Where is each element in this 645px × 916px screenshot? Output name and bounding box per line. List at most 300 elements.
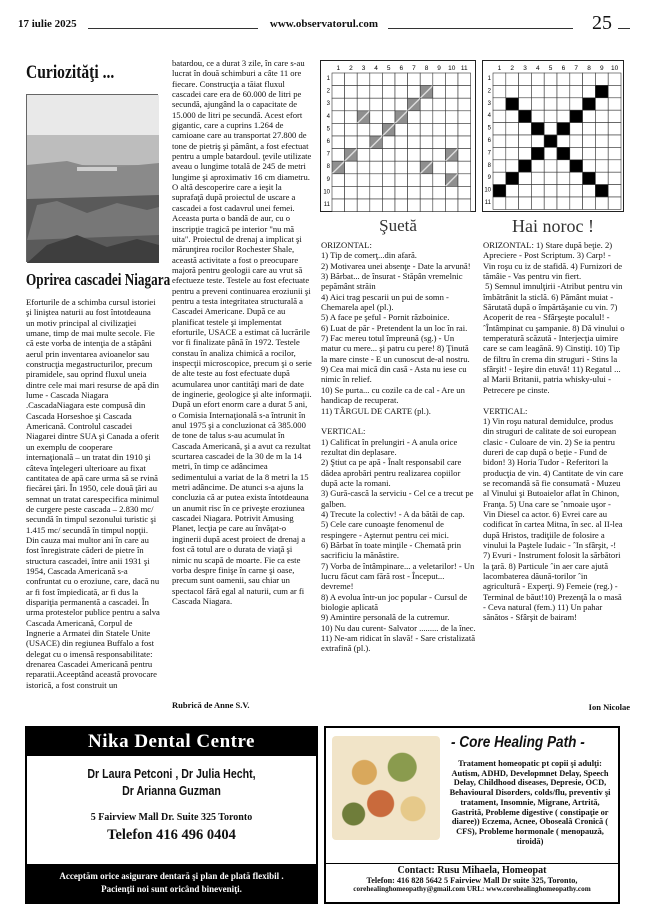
crossword-cell[interactable] bbox=[433, 199, 446, 212]
crossword-cell[interactable] bbox=[370, 199, 383, 212]
row-number: 3 bbox=[487, 100, 491, 107]
crossword-cell[interactable] bbox=[570, 73, 583, 85]
col-number: 4 bbox=[374, 65, 378, 72]
page-header bbox=[18, 14, 630, 38]
healing-ad-contact bbox=[326, 863, 618, 902]
crossword-cell[interactable] bbox=[395, 149, 408, 162]
crossword-cell[interactable] bbox=[493, 85, 506, 97]
crossword-cell[interactable] bbox=[395, 161, 408, 174]
crossword-cell[interactable] bbox=[544, 123, 557, 135]
crossword-cell[interactable] bbox=[519, 98, 532, 110]
crossword-cell[interactable] bbox=[608, 85, 621, 97]
crossword-cell[interactable] bbox=[408, 149, 421, 162]
crossword-cell[interactable] bbox=[570, 135, 583, 147]
crossword-cell[interactable] bbox=[370, 98, 383, 111]
crossword-cell[interactable] bbox=[382, 199, 395, 212]
article-column-1 bbox=[26, 297, 161, 710]
col-number: 7 bbox=[574, 65, 579, 72]
crossword-cell[interactable] bbox=[408, 161, 421, 174]
crossword-cell[interactable] bbox=[357, 174, 370, 187]
col-number: 6 bbox=[399, 65, 404, 72]
crossword-cell[interactable] bbox=[608, 110, 621, 122]
crossword-cell[interactable] bbox=[357, 149, 370, 162]
crossword-cell[interactable] bbox=[382, 111, 395, 124]
contact-email-url[interactable]: corehealinghomeopathy@gmail.com URL: www.corehealinghomeopathy.com bbox=[353, 885, 591, 894]
crossword-cell[interactable] bbox=[382, 98, 395, 111]
crossword-cell[interactable] bbox=[506, 147, 519, 159]
crossword-cell[interactable] bbox=[506, 123, 519, 135]
dental-ad-doctors bbox=[49, 766, 295, 800]
crossword-block-cell bbox=[557, 147, 570, 159]
niagara-photo bbox=[26, 94, 158, 262]
herbs-image bbox=[332, 736, 440, 840]
row-number: 8 bbox=[326, 164, 330, 171]
crossword-cell[interactable] bbox=[557, 135, 570, 147]
crossword-cell[interactable] bbox=[583, 197, 596, 209]
col-number: 5 bbox=[386, 65, 391, 72]
crossword-cell[interactable] bbox=[408, 174, 421, 187]
crossword-cell[interactable] bbox=[544, 73, 557, 85]
crossword-cell[interactable] bbox=[395, 199, 408, 212]
crossword-cell[interactable] bbox=[357, 186, 370, 199]
crossword-cell[interactable] bbox=[420, 98, 433, 111]
col-number: 5 bbox=[548, 65, 553, 72]
crossword-cell[interactable] bbox=[544, 160, 557, 172]
crossword-cell[interactable] bbox=[433, 186, 446, 199]
crossword-cell[interactable] bbox=[395, 174, 408, 187]
crossword-cell[interactable] bbox=[595, 172, 608, 184]
crossword-cell[interactable] bbox=[531, 135, 544, 147]
crossword-cell[interactable] bbox=[608, 160, 621, 172]
crossword-cell[interactable] bbox=[506, 197, 519, 209]
crossword-cell[interactable] bbox=[445, 86, 458, 99]
crossword-cell[interactable] bbox=[345, 98, 358, 111]
contact-phone[interactable]: Telefon: 416 828 5642 5 Fairview Mall Dr suite 325, Toronto, bbox=[366, 875, 578, 885]
crossword-cell[interactable] bbox=[382, 186, 395, 199]
row-number: 6 bbox=[326, 139, 330, 145]
crossword-cell[interactable] bbox=[544, 85, 557, 97]
crossword-cell[interactable] bbox=[458, 98, 471, 111]
crossword-suetata-grid[interactable] bbox=[320, 60, 476, 212]
crossword-cell[interactable] bbox=[433, 174, 446, 187]
crossword-cell[interactable] bbox=[595, 197, 608, 209]
row-number: 5 bbox=[326, 126, 330, 133]
crossword-cell[interactable] bbox=[433, 73, 446, 86]
crossword-cell[interactable] bbox=[583, 110, 596, 122]
article-signature: Rubrică de Anne S.V. bbox=[172, 700, 250, 710]
crossword-cell[interactable] bbox=[608, 135, 621, 147]
crossword-cell[interactable] bbox=[420, 174, 433, 187]
dental-ad-address: 5 Fairview Mall Dr. Suite 325 Toronto bbox=[90, 812, 253, 823]
crossword-cell[interactable] bbox=[332, 149, 345, 162]
row-number: 10 bbox=[323, 189, 330, 196]
crossword-cell[interactable] bbox=[493, 123, 506, 135]
crossword-cell[interactable] bbox=[493, 110, 506, 122]
crossword-cell[interactable] bbox=[332, 174, 345, 187]
col-number: 3 bbox=[523, 65, 527, 72]
issue-date: 17 iulie 2025 bbox=[18, 18, 77, 30]
crossword-cell[interactable] bbox=[420, 111, 433, 124]
crossword-cell[interactable] bbox=[345, 111, 358, 124]
crossword-cell[interactable] bbox=[370, 161, 383, 174]
crossword-cell[interactable] bbox=[345, 174, 358, 187]
crossword-cell[interactable] bbox=[544, 147, 557, 159]
crossword-cell[interactable] bbox=[445, 73, 458, 86]
crossword-block-cell bbox=[570, 110, 583, 122]
crossword-cell[interactable] bbox=[445, 161, 458, 174]
crossword-cell[interactable] bbox=[531, 73, 544, 85]
row-number: 1 bbox=[487, 76, 491, 82]
crossword-cell[interactable] bbox=[395, 73, 408, 86]
row-number: 2 bbox=[487, 88, 491, 95]
crossword-cell[interactable] bbox=[506, 185, 519, 197]
crossword-block-cell bbox=[595, 85, 608, 97]
row-number: 11 bbox=[323, 202, 330, 208]
crossword-1-clues: ORIZONTAL: 1) Tip de comerţ...din afară. 2) Motivarea unei absenţe - Date la arvună! 3) Bărbat... de însurat - Stăpân vremelnic pepământ străin 4) Aici trag pescarii un pui de somn - Chemarela apel (pl.). 5) A face pe şeful - Pornit războinice. 6) Luat de păr - Pretendent la un loc în rai. 7) Fac mereu totul împreună (sg.) - Un matur cu mere... şi patru cu pere! 8) Ţinută la mare cinste - E un cunoscut de-al nostru. 9) Cea mai mică din casă - Asta nu iese cu nimic în relief. 10) Se purta... cu cozile ca de cal - Are un handicap de recuperat. 11) TÂRGUL DE CARTE (pl.). VERTICAL: 1) Calificat în prelungiri - A anula orice rezultat din deplasare. 2) Ştiut ca pe apă - Înalt responsabil care dădea aprobări pentru realizarea copiilor după acte la romani. 3) Gură-cască la serviciu - Cel ce a trecut pe galben. 4) Trecute la colectiv! - A da bătăi de cap. 5) Cele care cunoaşte fenomenul de respingere - Aşternut pentru cei mici. 6) Bărbat în toate minţile - Chemată prin sacrificiu la mănăstire. 7) Vorba de întâmpinare... a veletarilor! - Un lucru făcut cam fără rost - Început... devreme! 8) A evolua într-un joc popular - Cursul de biologie aplicată 9) Amintire personală de la cutremur. 10) Nu dau curent- Salvator ......... de la înec. 11) Ne-am ridicat în slavă! - Sare cristalizată extrafină (pl.). bbox=[321, 240, 476, 654]
crossword-cell[interactable] bbox=[433, 98, 446, 111]
crossword-cell[interactable] bbox=[357, 98, 370, 111]
crossword-cell[interactable] bbox=[595, 110, 608, 122]
crossword-cell[interactable] bbox=[420, 199, 433, 212]
crossword-cell[interactable] bbox=[345, 186, 358, 199]
col-number: 11 bbox=[460, 65, 468, 72]
crossword-cell[interactable] bbox=[608, 123, 621, 135]
crossword-cell[interactable] bbox=[458, 123, 471, 136]
crossword-cell[interactable] bbox=[519, 147, 532, 159]
crossword-cell[interactable] bbox=[493, 172, 506, 184]
crossword-cell[interactable] bbox=[557, 110, 570, 122]
crossword-cell[interactable] bbox=[445, 199, 458, 212]
col-number: 9 bbox=[599, 65, 604, 72]
crossword-cell[interactable] bbox=[595, 73, 608, 85]
crossword-cell[interactable] bbox=[493, 147, 506, 159]
crossword-cell[interactable] bbox=[420, 149, 433, 162]
crossword-cell[interactable] bbox=[370, 186, 383, 199]
crossword-cell[interactable] bbox=[445, 111, 458, 124]
crossword-cell[interactable] bbox=[519, 123, 532, 135]
crossword-hai-noroc-grid[interactable] bbox=[482, 60, 624, 212]
col-number: 7 bbox=[412, 65, 416, 72]
crossword-cell[interactable] bbox=[595, 98, 608, 110]
crossword-cell[interactable] bbox=[493, 98, 506, 110]
article-text-part1: Eforturile de a schimba cursul istoriei şi liniştea naturii au fost întotdeauna un motiv principal al civilizaţiei umane, timp de mai multe secole. Fie că este vorba de intenţia de a stăpâni aerul prin inventarea avioanelor sau construcţia megastructurilor, precum piramidele, sau oprind fluxul uneia dintre cele mai mari resurse de apă din lume - Cascada Niagara .CascadaNiagara este compusă din Cascada Horseshoe şi Cascada Americană. Controlul cascadei Niagarei dintre SUA şi Canada a oferit un exemplu de cooperare internaţională – un tratat din 1910 şi câteva înţelegeri ulterioare au fixat cantitatea de apă care urma să se rvină fiecărei ţări. În 1950, cele două ţări au semnat un tratat carespecifica minimul de curgere peste cascada – 2.830 mc/ secundă în timpul sezonului turistic şi 1.415 mc/ secundă în timpul nopţii. Din cauza mai multor ani în care au fost înregistrate căderi de pietre în structura cascadei, între anii 1931 şi 1954, Cascada Americană s-a confruntat cu o eroziune, care, dacă nu ar fi fost împiedicată, ar fi dus la dispariţia permanentă a cascadei. În urma protestelor publice pentru a salva Cascada Americană, Corpul de Ingnerie a Armatei din Statele Unite (USACE) din regiunea Buffalo a fost delegat cu o imensă responsabilitate: drenarea Cascadei Americană pentru reparatii.Aceeptând această provocare istorică, a fost construit un bbox=[26, 297, 160, 690]
crossword-cell[interactable] bbox=[345, 73, 358, 86]
crossword-cell[interactable] bbox=[382, 149, 395, 162]
col-number: 3 bbox=[361, 65, 366, 72]
crossword-cell[interactable] bbox=[332, 123, 345, 136]
col-number: 1 bbox=[336, 65, 341, 72]
crossword-cell[interactable] bbox=[332, 98, 345, 111]
crossword-cell[interactable] bbox=[595, 135, 608, 147]
crossword-cell[interactable] bbox=[420, 123, 433, 136]
crossword-cell[interactable] bbox=[357, 199, 370, 212]
crossword-cell[interactable] bbox=[608, 172, 621, 184]
dental-ad-phone[interactable]: Telefon 416 496 0404 bbox=[107, 827, 236, 843]
crossword-cell[interactable] bbox=[433, 123, 446, 136]
crossword-cell[interactable] bbox=[557, 73, 570, 85]
crossword-cell[interactable] bbox=[345, 136, 358, 149]
crossword-cell[interactable] bbox=[583, 85, 596, 97]
crossword-cell[interactable] bbox=[458, 174, 471, 187]
crossword-cell[interactable] bbox=[382, 86, 395, 99]
crossword-2-clues: ORIZONTAL: 1) Stare după beţie. 2) Apreciere - Post Scriptum. 3) Carp! - Vin roşu cu iz de stafidă. 4) Furnizori de tămâie - Vas pentru vin fiert. 5) Semnul imnulţirii -Atribut pentru vin îmbătrânit la sticlă. 6) Pământ muiat - Sărutată după o împărtăşanie cu vin. 7) Acoperit de rea - Sfârşeşte pocalul! - ˆÎntâmpinat cu şampanie. 8) Dă vinului o temperatură scăzută - Interjecţia uimire care se cam leagănă. 9) Cinstiţi. 10) Tip de filtru în crema din struguri - Stins la sfârşit! - Ieşire din etuvă! 11) Regatul ... al Marii Britanii, patria whisky-ului - Petrecere pe cinste. VERTICAL: 1) Vin roşu natural demidulce, produs din struguri de calitate de soi european clasic - Culoare de vin. 2) Se ia pentru dureri de cap după o beţie - Fund de bidon! 3) Horia Tudor - Referitori la producţia de vin. 4) Cantitate de vin care se recomandă să fie consumată - Muzeu al Vinului şi Butoaielor aflat în Chinon, Franţa. 5) Una care se ˆnmoaie uşor - Vin Diesel ca actor. 6) Evrei care au codificat în cartea Mitna, în sec. al II-lea după Hristos, tradiţiile de folosire a vinului la Paştele Iudaic - ˆIn sfârşit, -! 7) Evuri - Instrument folosit la sărbători la ţară. 8) Particule ˆin aer care ajută lacombaterea dăună-torilor ˆin agricultură - Experţi. 9) Femeie (reg.) - Terminal de băut!10) Prezenţă la o masă - Ceva natural (fem.) 11) Un pahar sănătos - Sfârşit de bairam! bbox=[483, 240, 625, 623]
crossword-cell[interactable] bbox=[370, 149, 383, 162]
crossword-block-cell bbox=[506, 98, 519, 110]
crossword-cell[interactable] bbox=[608, 147, 621, 159]
article-title-wrap bbox=[26, 270, 171, 290]
crossword-cell[interactable] bbox=[357, 123, 370, 136]
crossword-cell[interactable] bbox=[583, 160, 596, 172]
crossword-cell[interactable] bbox=[408, 186, 421, 199]
crossword-cell[interactable] bbox=[370, 123, 383, 136]
crossword-cell[interactable] bbox=[458, 199, 471, 212]
crossword-cell[interactable] bbox=[357, 161, 370, 174]
crossword-cell[interactable] bbox=[557, 160, 570, 172]
crossword-cell[interactable] bbox=[332, 199, 345, 212]
crossword-cell[interactable] bbox=[570, 98, 583, 110]
crossword-cell[interactable] bbox=[420, 73, 433, 86]
crossword-cell[interactable] bbox=[345, 86, 358, 99]
crossword-cell[interactable] bbox=[595, 160, 608, 172]
crossword-cell[interactable] bbox=[370, 174, 383, 187]
crossword-cell[interactable] bbox=[570, 185, 583, 197]
crossword-block-cell bbox=[557, 123, 570, 135]
footer-line-1: Acceptăm orice asigurare dentară şi plan de plată flexibil . bbox=[59, 871, 284, 881]
crossword-cell[interactable] bbox=[583, 123, 596, 135]
crossword-cell[interactable] bbox=[544, 197, 557, 209]
crossword-cell[interactable] bbox=[445, 186, 458, 199]
crossword-cell[interactable] bbox=[506, 160, 519, 172]
crossword-cell[interactable] bbox=[433, 136, 446, 149]
col-number: 8 bbox=[424, 65, 429, 72]
crossword-cell[interactable] bbox=[395, 123, 408, 136]
section-title: Curiozităţi ... bbox=[26, 62, 115, 83]
crossword-cell[interactable] bbox=[583, 185, 596, 197]
crossword-cell[interactable] bbox=[583, 147, 596, 159]
crossword-cell[interactable] bbox=[458, 86, 471, 99]
healing-ad-body: Tratament homeopatic pt copii şi adulţi: Autism, ADHD, Developmnet Delay, Speech Delay, Childhood diseases, Depresie, OCD, Behavioural Disorders, colds/flu, preventiv şi tratament, Insomnie, Migrane, Artrită, Gastrită, Probleme digestive ( constipaţie or diaree)) Eczema, Acnee, Obosealâ Cronică ( CFS), Probleme hormonale ( menopauză, tiroidă) bbox=[449, 759, 611, 846]
crossword-cell[interactable] bbox=[531, 110, 544, 122]
crossword-cell[interactable] bbox=[544, 185, 557, 197]
col-number: 6 bbox=[561, 65, 566, 72]
crossword-cell[interactable] bbox=[570, 147, 583, 159]
crossword-cell[interactable] bbox=[433, 86, 446, 99]
crossword-cell[interactable] bbox=[557, 185, 570, 197]
crossword-block-cell bbox=[595, 185, 608, 197]
crossword-cell[interactable] bbox=[395, 186, 408, 199]
page-number: 25 bbox=[592, 12, 612, 34]
healing-ad[interactable] bbox=[324, 726, 620, 904]
crossword-cell[interactable] bbox=[408, 86, 421, 99]
crossword-cell[interactable] bbox=[557, 197, 570, 209]
row-number: 4 bbox=[326, 113, 330, 120]
crossword-cell[interactable] bbox=[544, 98, 557, 110]
crossword-cell[interactable] bbox=[493, 135, 506, 147]
col-number: 10 bbox=[610, 65, 619, 72]
crossword-cell[interactable] bbox=[458, 161, 471, 174]
site-url[interactable]: www.observatorul.com bbox=[269, 18, 379, 30]
row-number: 9 bbox=[326, 176, 330, 183]
col-number: 10 bbox=[448, 65, 456, 72]
col-number: 8 bbox=[587, 65, 591, 72]
row-number: 4 bbox=[487, 113, 491, 120]
crossword-cell[interactable] bbox=[445, 123, 458, 136]
crossword-cell[interactable] bbox=[332, 186, 345, 199]
crossword-cell[interactable] bbox=[458, 73, 471, 86]
crossword-1-svg bbox=[321, 61, 475, 211]
crossword-cell[interactable] bbox=[595, 123, 608, 135]
row-number: 6 bbox=[487, 138, 491, 144]
row-number: 3 bbox=[326, 101, 330, 108]
crossword-cell[interactable] bbox=[357, 136, 370, 149]
crossword-cell[interactable] bbox=[608, 197, 621, 209]
crossword-cell[interactable] bbox=[493, 73, 506, 85]
crossword-cell[interactable] bbox=[332, 136, 345, 149]
row-number: 5 bbox=[487, 125, 491, 132]
article-text-part2: batardou, ce a durat 3 zile, în care s-au lucrat în două schimburi a câte 11 ore fiecare. Construcţia a tăiat fluxul cascadei care era de 60.000 de litri pe secundă, ajungând la o capacitate de 15.000 de litri pe secundă. Acest efort gigantic, care a cuprins 1.264 de camioane care au transportat 27.800 de tone de pietriş şi pământ, a fost efectuat pentru a umple batardoul. ţevile utilizate aveau o lungime totală de 245 de metri lungime şi aproximativ 16 cm diametru. O altă descoperire care a ieşit la suprafaţă după proiectul de uscare a cascadei a fost cadavrul unei femei. Aceasta purta o bandă de aur, cu o inscripţie tragică pe interior "nu mă uita". Proiectul de drenaj a implicat şi mărunţirea rocilor Rochester Shale, această activitate a fost o preocupare majoră pentru geologii care au vrut să efectueze teste. Testele au fost efectuate pentru a preveni continuarea eroziunii şi pentru a testa integritatea structurală a Cascadei Americane. După ce au planificat testele şi implementat eforturile, USACE a estimat că lucrările vor fi finalizate până în 1972. Testele constau în analiza chimică a rocilor, inspecţii microscopice, precum şi o serie de alte teste au fost efectuate după acumularea unor cantităţi mari de date de inginerie, geologice şi alte informaţii. După un efort enorm care a durat 5 ani, o Comisia Internaţională s-a întrunit în anul 1975 şi a concluzionat că 385.000 de tone de talus s-au acumulat în Cascada Americană, şi a avut ca rezultat scurtarea cascadei de la 30 de m la 14 metri, în timp ce adâncimea sedimentului a variat de la 8 metri la 15 metri adâncime. De atunci s-a ajuns la concluzia că ar putea exista întotdeauna un anumit risc în ce priveşte eroziunea cascadei Niagara. Potrivit Amusing Planet, lecţia pe care au învăţat-o inginerii după acest proiect de drenaj a fost că totul are o durata de viaţă şi nimic nu scapă de moarte. Fie ca este vorba despre finişe în carne şi oase, precum sunt oamenii, sau chiar un spectacol fără egal al naturii, cum ar fi Cascada Niagara. bbox=[172, 58, 312, 606]
crossword-cell[interactable] bbox=[570, 85, 583, 97]
crossword-cell[interactable] bbox=[506, 85, 519, 97]
contact-name: Contact: Rusu Mihaela, Homeopat bbox=[397, 865, 547, 876]
crossword-cell[interactable] bbox=[433, 111, 446, 124]
crossword-block-cell bbox=[493, 185, 506, 197]
crossword-block-cell bbox=[544, 135, 557, 147]
crossword-cell[interactable] bbox=[506, 135, 519, 147]
crossword-cell[interactable] bbox=[370, 73, 383, 86]
crossword-cell[interactable] bbox=[506, 73, 519, 85]
crossword-cell[interactable] bbox=[395, 86, 408, 99]
row-number: 7 bbox=[326, 151, 330, 158]
crossword-cell[interactable] bbox=[458, 149, 471, 162]
crossword-cell[interactable] bbox=[583, 73, 596, 85]
row-number: 10 bbox=[484, 187, 491, 194]
crossword-cell[interactable] bbox=[493, 197, 506, 209]
crossword-cell[interactable] bbox=[557, 98, 570, 110]
crossword-cell[interactable] bbox=[408, 111, 421, 124]
doctors-line-1: Dr Laura Petconi , Dr Julia Hecht, bbox=[87, 767, 256, 781]
crossword-cell[interactable] bbox=[544, 172, 557, 184]
crossword-cell[interactable] bbox=[370, 86, 383, 99]
section-title-wrap bbox=[26, 62, 161, 84]
crossword-cell[interactable] bbox=[395, 98, 408, 111]
crossword-cell[interactable] bbox=[519, 197, 532, 209]
crossword-cell[interactable] bbox=[557, 85, 570, 97]
crossword-cell[interactable] bbox=[433, 161, 446, 174]
crossword-cell[interactable] bbox=[357, 73, 370, 86]
crossword-cell[interactable] bbox=[357, 86, 370, 99]
crossword-cell[interactable] bbox=[345, 199, 358, 212]
dental-ad[interactable] bbox=[25, 726, 318, 904]
crossword-cell[interactable] bbox=[570, 172, 583, 184]
crossword-cell[interactable] bbox=[519, 85, 532, 97]
crossword-cell[interactable] bbox=[382, 174, 395, 187]
crossword-cell[interactable] bbox=[408, 199, 421, 212]
crossword-cell[interactable] bbox=[608, 73, 621, 85]
crossword-cell[interactable] bbox=[531, 172, 544, 184]
crossword-cell[interactable] bbox=[519, 172, 532, 184]
dental-ad-footer bbox=[27, 864, 316, 902]
row-number: 7 bbox=[487, 150, 491, 157]
waterfall-illustration bbox=[27, 95, 159, 263]
crossword-cell[interactable] bbox=[570, 123, 583, 135]
crossword-cell[interactable] bbox=[445, 136, 458, 149]
crossword-cell[interactable] bbox=[332, 73, 345, 86]
col-number: 2 bbox=[349, 65, 353, 72]
article-column-2 bbox=[172, 58, 312, 693]
row-number: 11 bbox=[484, 200, 491, 206]
crossword-cell[interactable] bbox=[557, 172, 570, 184]
crossword-cell[interactable] bbox=[519, 135, 532, 147]
crossword-block-cell bbox=[519, 160, 532, 172]
col-number: 9 bbox=[437, 65, 441, 72]
crossword-1-title: Şuetă bbox=[379, 216, 417, 235]
article-title: Oprirea cascadei Niagara bbox=[26, 270, 171, 289]
crossword-cell[interactable] bbox=[420, 136, 433, 149]
row-number: 8 bbox=[487, 162, 491, 169]
crossword-cell[interactable] bbox=[445, 98, 458, 111]
crossword-cell[interactable] bbox=[519, 73, 532, 85]
crossword-cell[interactable] bbox=[345, 123, 358, 136]
crossword-cell[interactable] bbox=[420, 186, 433, 199]
crossword-cell[interactable] bbox=[583, 135, 596, 147]
crossword-cell[interactable] bbox=[531, 160, 544, 172]
crossword-cell[interactable] bbox=[370, 111, 383, 124]
crossword-block-cell bbox=[570, 160, 583, 172]
crossword-cell[interactable] bbox=[531, 185, 544, 197]
crossword-cell[interactable] bbox=[458, 136, 471, 149]
col-number: 4 bbox=[535, 65, 540, 72]
footer-line-2: Pacienţii noi sunt oricând bineveniţi. bbox=[101, 883, 242, 894]
crossword-cell[interactable] bbox=[570, 197, 583, 209]
col-number: 1 bbox=[497, 65, 502, 72]
crossword-block-cell bbox=[531, 147, 544, 159]
crossword-cell[interactable] bbox=[408, 73, 421, 86]
row-number: 2 bbox=[326, 88, 330, 95]
crossword-block-cell bbox=[583, 172, 596, 184]
crossword-cell[interactable] bbox=[408, 136, 421, 149]
crossword-cell[interactable] bbox=[531, 85, 544, 97]
crossword-cell[interactable] bbox=[531, 197, 544, 209]
crossword-block-cell bbox=[506, 172, 519, 184]
crossword-cell[interactable] bbox=[544, 110, 557, 122]
crossword-cell[interactable] bbox=[408, 123, 421, 136]
crossword-cell[interactable] bbox=[493, 160, 506, 172]
crossword-cell[interactable] bbox=[608, 98, 621, 110]
crossword-cell[interactable] bbox=[506, 110, 519, 122]
crossword-2-svg bbox=[483, 61, 623, 211]
crossword-cell[interactable] bbox=[433, 149, 446, 162]
crossword-2-title: Hai noroc ! bbox=[512, 216, 594, 236]
crossword-cell[interactable] bbox=[382, 161, 395, 174]
crossword-cell[interactable] bbox=[519, 185, 532, 197]
crossword-cell[interactable] bbox=[608, 185, 621, 197]
crossword-block-cell bbox=[583, 98, 596, 110]
row-number: 9 bbox=[487, 175, 491, 182]
crossword-cell[interactable] bbox=[458, 186, 471, 199]
crossword-cell[interactable] bbox=[382, 136, 395, 149]
crossword-cell[interactable] bbox=[345, 161, 358, 174]
crossword-block-cell bbox=[531, 123, 544, 135]
crossword-cell[interactable] bbox=[531, 98, 544, 110]
crossword-cell[interactable] bbox=[595, 147, 608, 159]
crossword-cell[interactable] bbox=[458, 111, 471, 124]
crossword-cell[interactable] bbox=[382, 73, 395, 86]
dental-ad-title: Nika Dental Centre bbox=[27, 728, 316, 756]
crossword-cell[interactable] bbox=[395, 136, 408, 149]
doctors-line-2: Dr Arianna Guzman bbox=[122, 784, 221, 798]
crossword-cell[interactable] bbox=[332, 86, 345, 99]
crossword-cell[interactable] bbox=[332, 111, 345, 124]
